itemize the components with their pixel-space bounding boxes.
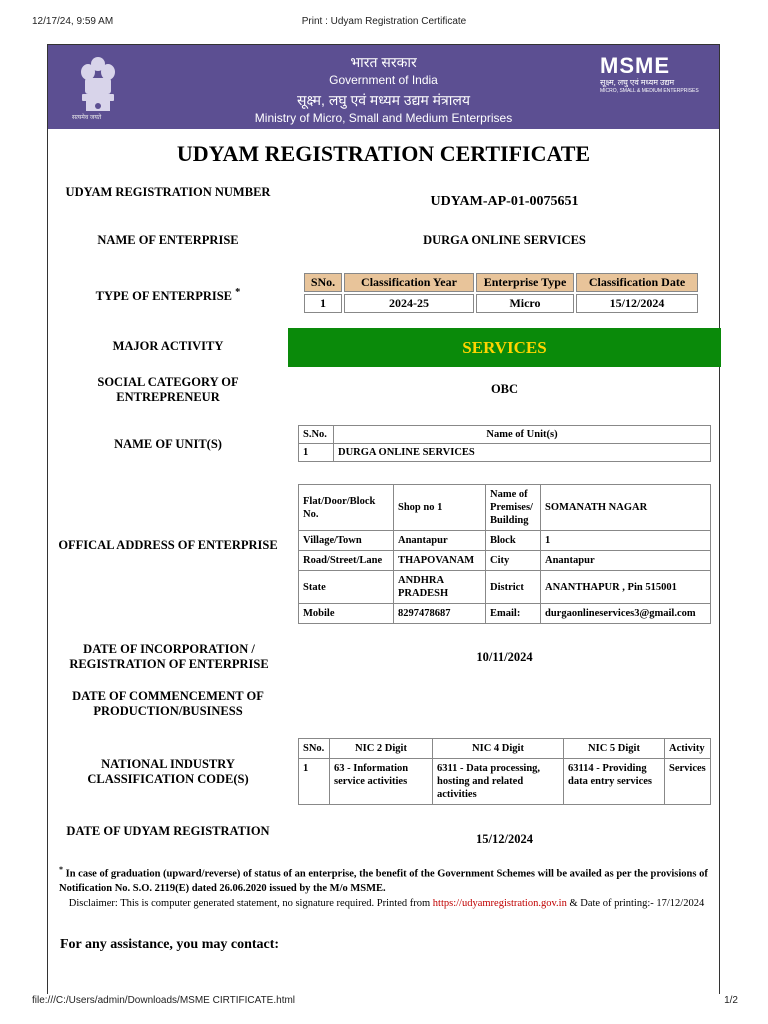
address-email-label: Email: [486,604,541,624]
table-row [299,759,711,805]
type-header-sno: SNo. [304,273,342,292]
registration-number: UDYAM-AP-01-0075651 [430,194,579,209]
type-label [48,285,288,304]
units-cell-name: DURGA ONLINE SERVICES [334,444,711,462]
units-header-name: Name of Unit(s) [334,426,711,444]
commencement-label: DATE OF COMMENCEMENT OF PRODUCTION/BUSINESS [72,689,264,718]
nic-label: NATIONAL INDUSTRY CLASSIFICATION CODE(S) [87,757,249,786]
banner-hindi-ministry: सूक्ष्म, लघु एवं मध्यम उद्यम मंत्रालय [296,92,471,108]
type-table-header [304,273,698,292]
address-flat: Shop no 1 [394,485,486,531]
address-village: Anantapur [394,531,486,551]
type-header-date: Classification Date [576,273,698,292]
address-premises: SOMANATH NAGAR [541,485,711,531]
msme-logo-text: MSME [600,53,670,78]
emblem-caption: सत्यमेव जयते [72,115,102,121]
address-email: durgaonlineservices3@gmail.com [541,604,711,624]
type-header-type: Enterprise Type [476,273,574,292]
table-row [299,485,711,531]
incorporation-label: DATE OF INCORPORATION / REGISTRATION OF ENTERPRISE [69,642,269,671]
nic-table [298,738,711,805]
address-flat-label: Flat/Door/Block No. [299,485,394,531]
address-road-label: Road/Street/Lane [299,551,394,571]
address-road: THAPOVANAM [394,551,486,571]
address-mobile-label: Mobile [299,604,394,624]
address-village-label: Village/Town [299,531,394,551]
nic-cell-2digit: 63 - Information service activities [330,759,433,805]
registration-number-label: UDYAM REGISTRATION NUMBER [65,185,271,199]
major-activity-value: SERVICES [288,328,721,367]
nic-cell-5digit: 63114 - Providing data entry services [564,759,665,805]
address-premises-label: Name of Premises/ Building [486,485,541,531]
table-row [299,571,711,604]
note-asterisk: * [59,865,63,874]
disclaimer [59,897,714,910]
units-table-header [299,426,711,444]
address-block: 1 [541,531,711,551]
type-cell-type: Micro [476,294,574,313]
certificate-title: UDYAM REGISTRATION CERTIFICATE [176,141,591,166]
address-label: OFFICAL ADDRESS OF ENTERPRISE [58,538,278,552]
print-page-number: 1/2 [724,995,738,1006]
address-state-label: State [299,571,394,604]
assistance-heading: For any assistance, you may contact: [60,937,280,952]
address-city-label: City [486,551,541,571]
address-city: Anantapur [541,551,711,571]
udyam-date: 15/12/2024 [476,832,533,846]
major-activity-label: MAJOR ACTIVITY [112,339,224,353]
social-category: OBC [490,382,519,396]
msme-english: MICRO, SMALL & MEDIUM ENTERPRISES [600,88,699,94]
nic-header-sno: SNo. [299,739,330,759]
social-category-label: SOCIAL CATEGORY OF ENTREPRENEUR [97,375,239,404]
banner-ministry: Ministry of Micro, Small and Medium Enterprises [254,111,513,125]
type-cell-year: 2024-25 [344,294,474,313]
nic-cell-4digit: 6311 - Data processing, hosting and related activities [433,759,564,805]
banner-hindi-title: भारत सरकार [350,54,417,70]
table-row [299,551,711,571]
note-text: In case of graduation (upward/reverse) of status of an enterprise, the benefit of the Government Schemes will be availed as per the provisions of Notification No. S.O. 2119(E) dated 26.06.2020 issued by the M/o MSME. [59,868,708,894]
nic-header-2digit: NIC 2 Digit [330,739,433,759]
units-table [298,425,711,462]
incorporation-date: 10/11/2024 [476,650,533,664]
msme-hindi: सूक्ष्म, लघु एवं मध्यम उद्यम [600,78,675,87]
address-district: ANANTHAPUR , Pin 515001 [541,571,711,604]
disclaimer-prefix: Disclaimer: This is computer generated statement, no signature required. Printed from [68,898,431,909]
units-header-sno: S.No. [299,426,334,444]
address-block-label: Block [486,531,541,551]
nic-header-activity: Activity [665,739,711,759]
table-row [299,531,711,551]
banner-government: Government of India [329,73,438,87]
table-row [299,604,711,624]
type-cell-date: 15/12/2024 [576,294,698,313]
units-cell-sno: 1 [299,444,334,462]
type-table [302,271,700,315]
print-page-title: Print : Udyam Registration Certificate [301,16,467,27]
address-table [298,484,711,624]
nic-table-header [299,739,711,759]
table-row [304,294,698,313]
print-file-path: file:///C:/Users/admin/Downloads/MSME CIRTIFICATE.html [32,995,296,1006]
udyam-portal-link[interactable]: https://udyamregistration.gov.in [432,898,567,909]
enterprise-name: DURGA ONLINE SERVICES [423,233,586,247]
type-header-year: Classification Year [344,273,474,292]
enterprise-name-label: NAME OF ENTERPRISE [97,233,239,247]
nic-cell-sno: 1 [299,759,330,805]
type-cell-sno: 1 [304,294,342,313]
table-row [299,444,711,462]
address-state: ANDHRA PRADESH [394,571,486,604]
nic-cell-activity: Services [665,759,711,805]
udyam-date-label: DATE OF UDYAM REGISTRATION [66,824,270,838]
ministry-banner [48,45,719,129]
address-district-label: District [486,571,541,604]
type-asterisk: * [235,287,241,298]
certificate [47,44,720,994]
type-label-text: TYPE OF ENTERPRISE [95,289,233,304]
disclaimer-suffix: & Date of printing:- 17/12/2024 [569,898,705,909]
graduation-note [59,863,714,896]
print-datetime: 12/17/24, 9:59 AM [32,16,114,27]
address-mobile: 8297478687 [394,604,486,624]
nic-header-5digit: NIC 5 Digit [564,739,665,759]
nic-header-4digit: NIC 4 Digit [433,739,564,759]
msme-logo [600,53,706,94]
units-label: NAME OF UNIT(S) [114,437,222,451]
